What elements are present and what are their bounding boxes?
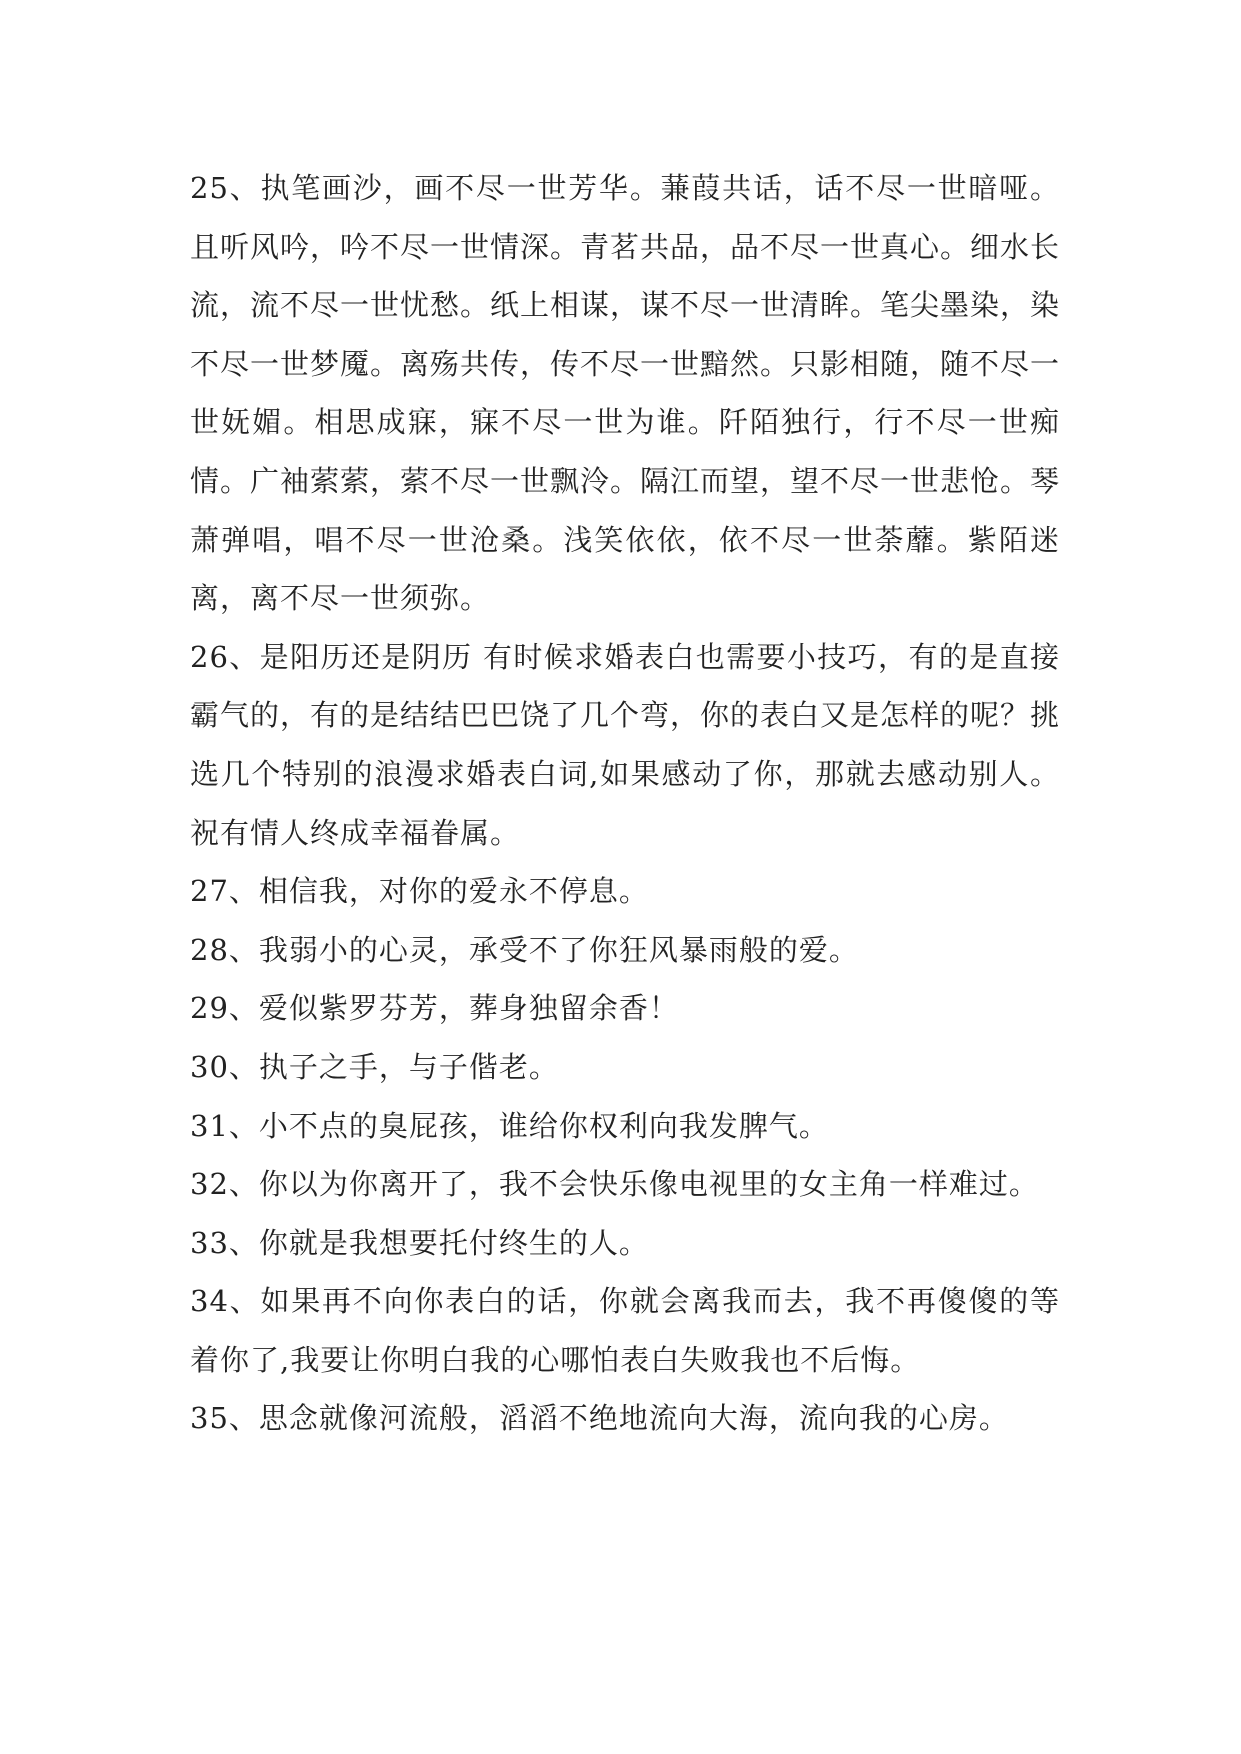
paragraph-31: 31、小不点的臭屁孩，谁给你权利向我发脾气。 xyxy=(190,1108,829,1143)
paragraph-34: 34、如果再不向你表白的话，你就会离我而去，我不再傻傻的等着你了,我要让你明白我的心哪怕表白失败我也不后悔。 xyxy=(190,1284,1060,1377)
paragraph-27: 27、相信我，对你的爱永不停息。 xyxy=(190,874,649,909)
paragraph-26: 26、是阳历还是阴历 有时候求婚表白也需要小技巧，有的是直接霸气的，有的是结结巴巴饶了几个弯，你的表白又是怎样的呢？挑选几个特别的浪漫求婚表白词,如果感动了你，那就去感动别人。祝有情人终成幸福眷属。 xyxy=(190,639,1061,850)
paragraph-30: 30、执子之手，与子偕老。 xyxy=(190,1049,559,1084)
paragraph-29: 29、爱似紫罗芬芳，葬身独留余香！ xyxy=(190,991,679,1026)
paragraph-32: 32、你以为你离开了，我不会快乐像电视里的女主角一样难过。 xyxy=(190,1167,1039,1202)
paragraph-25: 25、执笔画沙，画不尽一世芳华。蒹葭共话，话不尽一世暗哑。且听风吟，吟不尽一世情深。青茗共品，品不尽一世真心。细水长流，流不尽一世忧愁。纸上相谋，谋不尽一世清眸。笔尖墨染，染不尽一世梦魇。离殇共传，传不尽一世黯然。只影相随，随不尽一世妩媚。相思成寐，寐不尽一世为谁。阡陌独行，行不尽一世痴情。广袖萦萦，萦不尽一世飘泠。隔江而望，望不尽一世悲怆。琴萧弹唱，唱不尽一世沧桑。浅笑依依，依不尽一世荼蘼。紫陌迷离，离不尽一世须弥。 xyxy=(190,171,1061,616)
paragraph-33: 33、你就是我想要托付终生的人。 xyxy=(190,1225,649,1260)
document-body xyxy=(190,159,1060,1448)
paragraph-28: 28、我弱小的心灵，承受不了你狂风暴雨般的爱。 xyxy=(190,932,859,967)
paragraph-35: 35、思念就像河流般，滔滔不绝地流向大海，流向我的心房。 xyxy=(190,1401,1009,1436)
